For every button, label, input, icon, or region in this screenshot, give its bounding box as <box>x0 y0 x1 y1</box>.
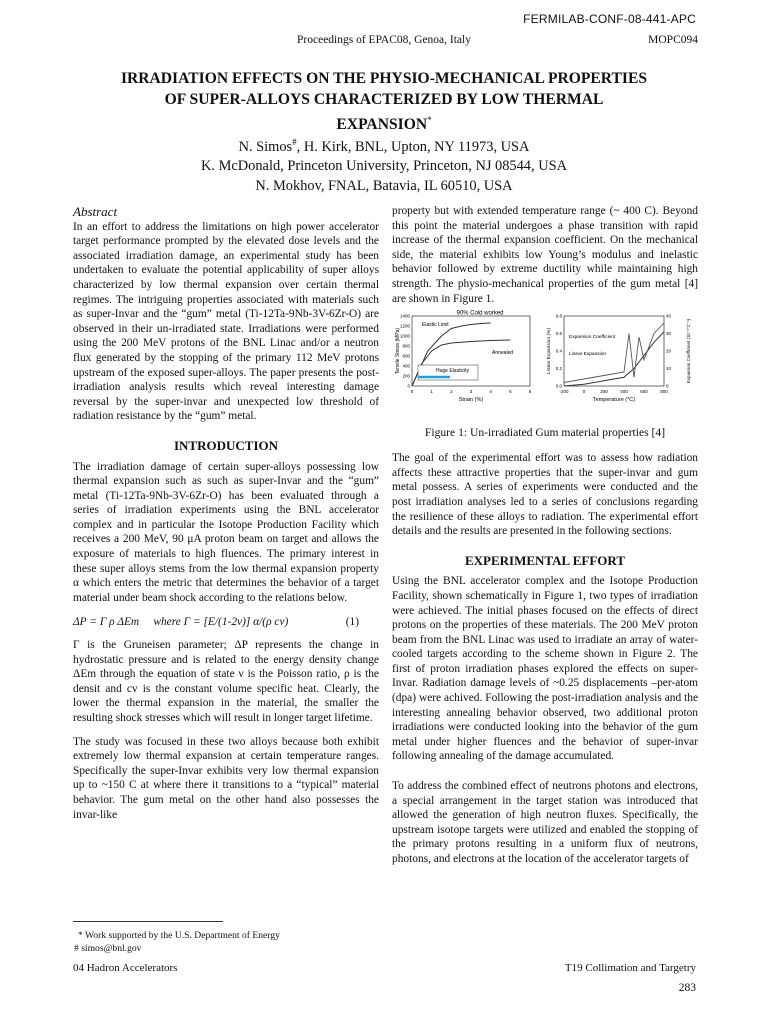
title-line-1: IRRADIATION EFFECTS ON THE PHYSIO-MECHANICAL PROPERTIES <box>120 70 648 87</box>
x-tick-label: 0 <box>582 389 586 395</box>
y-tick-label: 0.8 <box>555 313 562 319</box>
figure-1-graphic <box>392 310 698 404</box>
y-tick-label: 0.4 <box>555 348 562 354</box>
elastic-limit-label: Elastic Limit <box>422 322 449 329</box>
conference-id: FERMILAB-CONF-08-441-APC <box>523 12 696 26</box>
introduction-paragraph-2: Γ is the Gruneisen parameter; ΔP represents the change in hydrostatic pressure and is related to the energy density change ΔEm through the equation of state ν is the Poisson ratio, ρ is the densit and cv is the constant volume specific heat. Clearly, the lower the thermal expansion in the material, the smaller the resulting shock stresses which will result in longer target lifetime. <box>73 639 379 724</box>
x-tick-label: -200 <box>559 389 569 395</box>
title-line-2: OF SUPER-ALLOYS CHARACTERIZED BY LOW THERMAL <box>164 91 604 108</box>
introduction-paragraph-1: The irradiation damage of certain super-alloys possessing low thermal expansion such as such as super-Invar and the “gum” metal (Ti-12Ta-9Nb-3V-6Zr-O) has been evaluated through a series of irradiation experiments using the BNL accelerator complex and in particular the Isotope Production Facility which receives a 200 MeV, 90 μA proton beam on target and allows the exposure of materials to high fluences. The primary interest in these super alloys stems from the low thermal expansion property α which enters the metric that determines the behavior of a target material under beam shock according to the relations below. <box>73 460 379 604</box>
title-line-3: EXPANSION <box>336 116 428 134</box>
abstract-text: In an effort to address the limitations on high power accelerator target performance prompted by the elevated dose levels and the associated irradiation damage, an experimental study has been undertaken to evaluate the potential applicability of super alloys characterized by low thermal expansion over certain thermal regimes. The intriguing properties associated with materials such as super-Invar and the “gum” metal (Ti-12Ta-9Nb-3V-6Zr-O) are observed in their un-irradiated state. Irradiations were performed using the 200 MeV protons of the BNL Linac and/or a neutron flux generated by the stopping of the primary 112 MeV protons upstream of the exposed super-alloys. The paper presents the post-irradiation analysis results which reveal interesting damage reversal by the super-invar and unexpected low threshold of radiation resistance by the “gum” metal. <box>73 220 379 423</box>
x-tick-label: 400 <box>620 389 628 395</box>
y2-tick-label: 30 <box>666 331 672 337</box>
footer-topic: T19 Collimation and Targetry <box>564 962 696 974</box>
right-paragraph-3: Using the BNL accelerator complex and the Isotope Production Facility, shown schematically in Figure 1, two types of irradiation were achieved. The initial phases focused on the effects of direct protons on the properties of these materials. The 200 MeV proton beam from the BNL Linac was used to irradiate an array of water-cooled targets according to the scheme shown in Figure 2. The first of proton irradiation phases explored the effects on super-Invar. Radiation damage levels of ~0.25 displacements –per-atom (dpa) were achived. Following the post-irradiation analysis and the interesting annealing behavior observed, two additional proton irradiations were conducted looking into the behavior of the gum metal under higher fluences and the behavior of super-invar following annealing of the damage accumulated. <box>392 575 698 763</box>
equation-number: (1) <box>345 616 359 629</box>
thermal-expansion-frame <box>564 316 664 386</box>
y-tick-label: 1000 <box>399 333 410 339</box>
expansion-coefficient-axis-label: Expansion Coefficient (10⁻⁶°C⁻¹) <box>686 319 691 384</box>
stress-strain-chart <box>395 311 532 404</box>
x-tick-label: 2 <box>450 389 453 395</box>
figure-1 <box>392 310 698 446</box>
footer-track: 04 Hadron Accelerators <box>73 962 178 974</box>
x-tick-label: 6 <box>528 389 532 395</box>
y-tick-label: 800 <box>402 343 410 349</box>
y-tick-label: 0.2 <box>555 366 562 372</box>
abstract-heading: Abstract <box>73 204 118 219</box>
y2-tick-label: 0 <box>666 383 669 389</box>
y-tick-label: 200 <box>402 373 410 379</box>
y-tick-label: 1200 <box>399 323 410 329</box>
footnote-email: # simos@bnl.gov <box>74 942 142 954</box>
proceedings-line: Proceedings of EPAC08, Genoa, Italy <box>297 34 471 46</box>
figure-1-caption: Figure 1: Un-irradiated Gum material properties [4] <box>424 425 666 439</box>
author-kirk-affiliation: , H. Kirk, BNL, Upton, NY 11973, USA <box>296 138 530 155</box>
title-footnote-mark: * <box>427 115 432 125</box>
paper-title <box>40 68 728 135</box>
linear-expansion-axis-label: Linear Expansion (%) <box>547 328 552 375</box>
y-tick-label: 0.6 <box>555 331 562 337</box>
temperature-axis-label: Temperature (°C) <box>592 397 636 404</box>
y2-tick-label: 40 <box>666 313 672 319</box>
linear-expansion-label: Linear Expansion <box>569 352 607 358</box>
author-footnote-mark: # <box>292 137 297 147</box>
x-tick-label: 600 <box>640 389 648 395</box>
right-column <box>392 204 698 867</box>
y-tick-label: 0.0 <box>555 383 562 389</box>
thermal-expansion-chart <box>546 314 691 403</box>
x-tick-label: 4 <box>489 389 492 395</box>
author-list <box>40 133 728 196</box>
introduction-paragraph-3: The study was focused in these two alloys because both exhibit extremely low thermal expansion at certain temperature ranges. Specifically the super-Invar exhibits very low thermal expansion up to ~150 C at where there it transitions to a “typical” material behavior. The gum metal on the other hand also possesses the invar-like <box>73 735 379 821</box>
footnotes <box>74 930 280 955</box>
y-tick-label: 1400 <box>399 313 410 319</box>
equation-1 <box>73 615 379 630</box>
right-paragraph-2: The goal of the experimental effort was to assess how radiation affects these attractive properties that the super-invar and gum metal possess. A series of experiments were conducted and the post irradiation analyses led to a series of conclusions regarding the resilience of these alloys to radiation. The experimental effort details and the results are presented in the following sections. <box>392 452 698 538</box>
equation-text: ΔP = Γ ρ ΔEm where Γ = [E/(1-2ν)] α/(ρ cv) <box>73 616 289 629</box>
y2-tick-label: 20 <box>666 348 672 354</box>
y-tick-label: 600 <box>402 353 410 359</box>
x-tick-label: 0 <box>410 389 414 395</box>
huge-elasticity-label: Huge Elasticity <box>436 368 470 375</box>
y2-tick-label: 10 <box>666 366 672 372</box>
x-tick-label: 5 <box>509 389 512 395</box>
y-tick-label: 0 <box>407 383 410 389</box>
author-simos: N. Simos <box>238 138 293 155</box>
x-tick-label: 3 <box>469 389 473 395</box>
left-column <box>73 205 379 822</box>
author-mokhov: N. Mokhov, FNAL, Batavia, IL 60510, USA <box>255 177 513 194</box>
right-paragraph-1: property but with extended temperature range (~ 400 C). Beyond this point the material undergoes a phase transition with rapid increase of the thermal expansion coefficient. On the mechanical side, the material exhibits low Young’s modulus and inelastic behavior followed by extreme ductility while maintaining high strength. The physio-mechanical properties of the gum metal [4] are shown in Figure 1. <box>392 205 698 305</box>
x-tick-label: 1 <box>430 389 433 395</box>
y-tick-label: 400 <box>402 363 410 369</box>
strain-axis-label: Strain (%) <box>458 397 484 404</box>
right-paragraph-4: To address the combined effect of neutrons photons and electrons, a special arrangement in the target station was introduced that allowed the generation of high neutron fluxes. Specifically, the upstream isotope targets were utilized and enabled the stopping of the primary protons resulting in a uniform flux of neutrons, photons, and electrons at the location of the accelerator targets of <box>392 780 698 865</box>
experimental-effort-heading: EXPERIMENTAL EFFORT <box>464 552 625 568</box>
x-tick-label: 200 <box>600 389 608 395</box>
cold-worked-label: 90% Cold worked <box>456 310 504 317</box>
expansion-coefficient-label: Expansion Coefficient <box>569 335 616 341</box>
annealed-label: Annealed <box>492 350 514 357</box>
introduction-heading: INTRODUCTION <box>173 437 278 453</box>
footnote-rule <box>73 921 223 922</box>
stress-axis-label: Tensile Stress (MPa) <box>395 328 401 375</box>
x-tick-label: 800 <box>660 389 668 395</box>
paper-id: MOPC094 <box>648 34 698 46</box>
page-number: 283 <box>678 982 696 994</box>
author-mcdonald: K. McDonald, Princeton University, Princeton, NJ 08544, USA <box>201 158 567 175</box>
footnote-funding: * Work supported by the U.S. Department of Energy <box>78 930 280 941</box>
